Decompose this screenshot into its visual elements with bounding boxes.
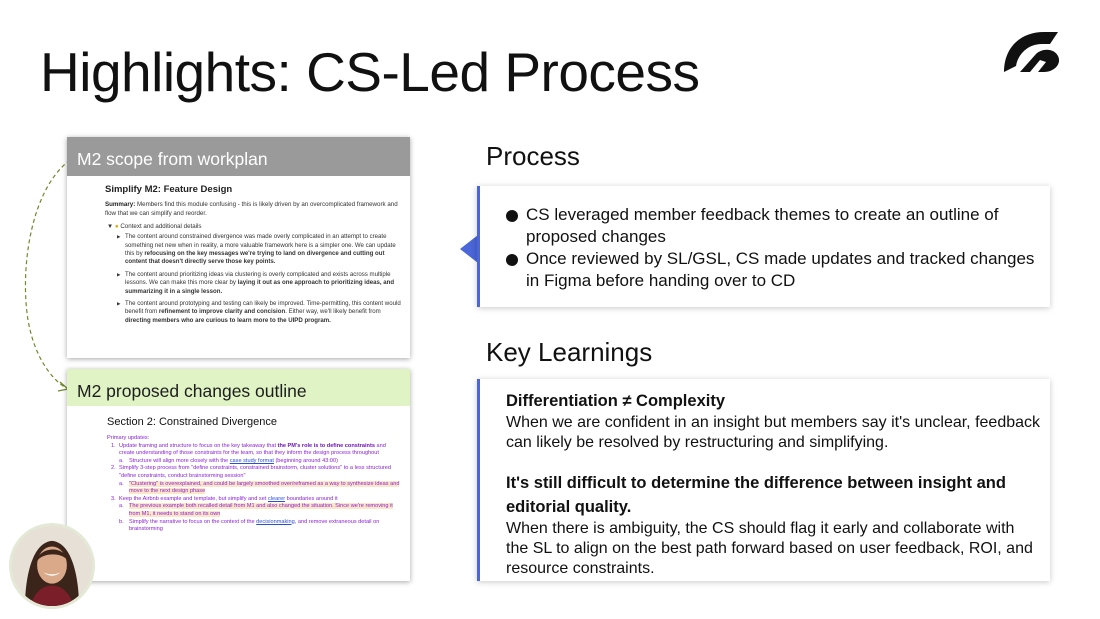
item-1-bold: the PM's role is to define constraints: [277, 442, 375, 449]
item-1a-text: Structure will align more closely with the: [129, 457, 230, 464]
clearer-link[interactable]: clearer: [267, 495, 286, 502]
avatar-portrait-icon: [12, 526, 92, 606]
item-2a-text: "Clustering" is overexplained, and could be largely smoothed over/reframed as a way to synthesize ideas and move to the next design phase: [129, 480, 400, 495]
item-3b-text-2: , and remove extraneous detail on brainstorming: [129, 518, 380, 533]
item-3-text-2: boundaries around it: [285, 495, 338, 502]
item-3-number: 3.: [111, 495, 116, 502]
pointer-arrow-icon: [460, 235, 478, 263]
scope-doc-card: [67, 137, 410, 358]
item-1a-text-2: (beginning around 43:00): [273, 457, 338, 464]
item-2-text: Simplify 3-step process from "define constraints, constrained brainstorm, cluster solutions" to a less structured "define constraints, conduct brainstorming session": [119, 465, 391, 479]
item-3b-text: Simplify the narrative to focus on the context of the: [129, 518, 257, 525]
outline-item-2a: [107, 481, 402, 496]
presenter-avatar: [9, 523, 95, 609]
scope-bullet-1: [105, 233, 402, 267]
item-1-text: Update framing and structure to focus on the key takeaway that: [119, 442, 278, 449]
brand-logo-icon: [1000, 26, 1066, 78]
bullet-1-text: The content around constrained divergence was made overly complicated in an attempt to create something net new when in reality, a more valuable framework here is a simpler one. We can update this by: [125, 233, 396, 257]
toggle-caret-icon: ▼: [107, 223, 114, 231]
item-1-number: 1.: [111, 442, 116, 449]
process-bullet-1: CS leveraged member feedback themes to create an outline of proposed changes: [506, 204, 1040, 248]
process-title: Process: [486, 141, 580, 171]
process-card: [477, 186, 1050, 307]
key-learnings-title: Key Learnings: [486, 337, 653, 367]
primary-updates-label: Primary updates:: [107, 435, 150, 441]
learning-spacer: [506, 453, 1040, 471]
context-toggle[interactable]: [107, 223, 402, 230]
toggle-label: Context and additional details: [120, 223, 202, 231]
learning-1-text: When we are confident in an insight but members say it's unclear, feedback can likely be resolved by restructuring and simplifying.: [506, 414, 1041, 451]
bullet-3-bold-2: directing members who are curious to learn more to the UIPD program.: [125, 316, 331, 324]
outline-card-header: M2 proposed changes outline: [67, 369, 410, 406]
scope-doc-body: [67, 176, 410, 325]
decisionmaking-link[interactable]: decisionmaking: [256, 518, 295, 525]
scope-doc-title: Simplify M2: Feature Design: [105, 184, 233, 195]
outline-item-3b: [107, 519, 402, 534]
item-2-number: 2.: [111, 465, 116, 472]
bullet-3-bold: refinement to improve clarity and concision: [158, 308, 286, 316]
outline-item-3a: [107, 503, 402, 518]
bullet-1-bold: refocusing on the key messages we're trying to land on divergence and cutting out content that doesn't directly serve those key points.: [125, 250, 385, 266]
emoji-face-icon: ●: [114, 223, 119, 231]
outline-item-2: [107, 465, 402, 480]
outline-item-1: [107, 443, 402, 458]
item-3a-text: The previous example both recalled detail from M1 and also changed the situation. Since we're removing it from M1, it needs to stand on its own: [129, 503, 393, 517]
scope-summary: [105, 201, 402, 218]
bullet-3-text: The content around prototyping and testing can likely be improved. Time-permitting, this content would benefit from: [125, 300, 401, 316]
item-3b-number: b.: [119, 518, 124, 525]
item-2a-number: a.: [119, 480, 124, 487]
learning-2-text: When there is ambiguity, the CS should flag it early and collaborate with the SL to align on the best path forward based on user feedback, ROI, and resource constraints.: [506, 520, 1033, 577]
outline-doc-body: [67, 406, 410, 534]
outline-section-title: Section 2: Constrained Divergence: [107, 416, 277, 428]
scope-bullet-3: [105, 300, 402, 325]
outline-item-3: [107, 496, 402, 504]
scope-bullet-2: [105, 271, 402, 296]
scope-card-header: M2 scope from workplan: [67, 137, 410, 176]
case-study-link[interactable]: case study format: [229, 457, 274, 464]
outline-doc-card: [67, 369, 410, 581]
bullet-2-text: The content around prioritizing ideas via clustering is overly complicated and exists across multiple lessons. We can make this more clear by: [125, 270, 391, 287]
slide-title: Highlights: CS-Led Process: [40, 41, 700, 103]
summary-label: Summary:: [105, 201, 136, 208]
bullet-3-text-2: . Either way, we'll likely benefit from: [285, 308, 381, 316]
item-1-text-2: and create understanding of those constraints for the team, so that they inform the design process throughout: [119, 442, 386, 457]
learnings-card: [477, 379, 1050, 581]
item-3-text: Keep the Airbnb example and template, but simplify and set: [119, 495, 268, 502]
learning-1-heading: Differentiation ≠ Complexity: [506, 392, 725, 410]
outline-item-1a: [107, 458, 402, 466]
process-bullet-2: Once reviewed by SL/GSL, CS made updates and tracked changes in Figma before handing over to CD: [506, 248, 1040, 292]
item-3a-number: a.: [119, 503, 124, 510]
bullet-2-bold: laying it out as one approach to prioritizing ideas, and summarizing it in a single lesson.: [125, 279, 395, 295]
summary-text: Members find this module confusing - this is likely driven by an overcomplicated framework and flow that we can simplify and reorder.: [105, 201, 398, 217]
learning-2-heading: It's still difficult to determine the difference between insight and editorial quality.: [506, 474, 1006, 516]
item-1a-number: a.: [119, 457, 124, 464]
